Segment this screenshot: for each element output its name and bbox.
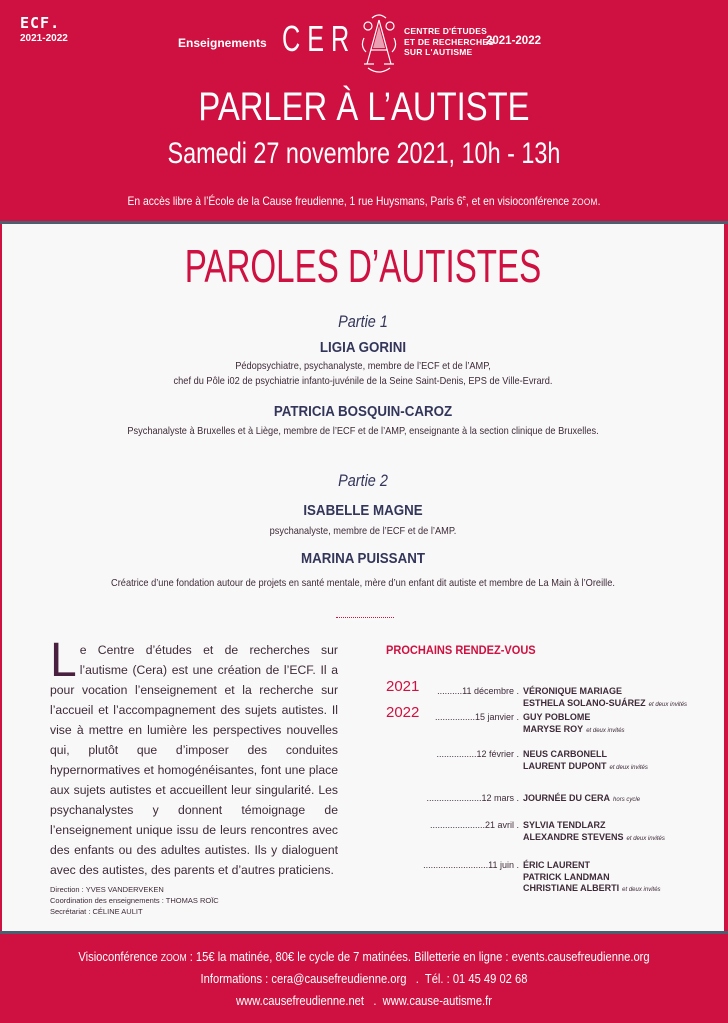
rdv-speakers <box>523 686 687 711</box>
access-text: . <box>597 194 601 208</box>
access-sup: e <box>462 195 466 202</box>
rdv-speaker <box>523 832 665 846</box>
footer <box>0 934 728 1023</box>
upcoming-title: PROCHAINS RENDEZ-VOUS <box>386 643 536 657</box>
access-text: , et en visioconférence <box>465 194 573 208</box>
cera-sub-line: SUR L'AUTISME <box>404 47 473 57</box>
part-label: Partie 2 <box>338 471 388 490</box>
speaker-desc: Créatrice d’une fondation autour de projets en santé mentale, mère d’un enfant dit autiste et membre de La Main à l’Oreille. <box>111 577 615 589</box>
rdv-note: hors cycle <box>613 797 641 803</box>
credit-line: Secrétariat : CÉLINE AULIT <box>50 907 143 916</box>
rdv-note: et deux invités <box>648 701 688 708</box>
footer-text: Visioconférence <box>78 949 161 964</box>
program-title: PAROLES D’AUTISTES <box>184 240 542 292</box>
rdv-speakers <box>523 793 640 807</box>
year-label: 2021 <box>386 678 420 695</box>
rdv-date: ......................21 avril . <box>429 820 519 830</box>
speaker-name: VÉRONIQUE MARIAGE <box>523 686 623 696</box>
rdv-speaker <box>523 860 661 872</box>
footer-websites: www.causefreudienne.net . www.cause-autisme.fr <box>235 993 493 1008</box>
rdv-speakers <box>523 860 661 897</box>
rdv-speaker <box>523 820 665 832</box>
content-panel <box>2 224 724 931</box>
credit-line: Direction : YVES VANDERVEKEN <box>50 885 164 894</box>
speaker-desc: Psychanalyste à Bruxelles et à Liège, membre de l’ECF et de l’AMP, enseignante à la section clinique de Bruxelles. <box>127 425 599 437</box>
rdv-date: ..........11 décembre . <box>437 686 519 696</box>
footer-text: : 15€ la matinée, 80€ le cycle de 7 matinées. Billetterie en ligne : events.causefreudienne.org <box>186 949 650 964</box>
part-label: Partie 1 <box>338 312 388 331</box>
speaker-name: NEUS CARBONELL <box>523 749 608 759</box>
speaker-desc: Pédopsychiatre, psychanalyste, membre de l’ECF et de l’AMP, <box>235 360 491 372</box>
rdv-speaker <box>523 686 687 698</box>
cera-wordmark: CER <box>282 18 357 59</box>
speaker-name: MARINA PUISSANT <box>300 551 426 567</box>
speaker-name: SYLVIA TENDLARZ <box>523 820 606 830</box>
rdv-speaker <box>523 872 661 884</box>
speaker-desc: psychanalyste, membre de l’ECF et de l’AMP. <box>269 525 457 537</box>
enseignements-label: Enseignements <box>178 36 267 50</box>
rdv-speaker <box>523 712 625 724</box>
speaker-name: ALEXANDRE STEVENS <box>523 831 624 842</box>
zoom-label: ZOOM <box>160 953 187 964</box>
rdv-note: et deux invités <box>626 835 665 842</box>
speaker-name: LIGIA GORINI <box>319 340 407 356</box>
rdv-speaker <box>523 749 648 761</box>
cera-sub-line: CENTRE D'ÉTUDES <box>404 26 487 36</box>
ecf-logo <box>20 16 68 44</box>
speaker-name: JOURNÉE DU CERA <box>523 793 611 803</box>
speaker-name: GUY POBLOME <box>523 712 591 722</box>
about-paragraph <box>50 634 338 880</box>
footer-pricing <box>51 949 677 964</box>
speaker-name: PATRICK LANDMAN <box>523 871 610 882</box>
year-label: 2022 <box>386 704 420 721</box>
rdv-speaker <box>523 698 687 712</box>
rdv-speaker <box>523 793 640 807</box>
rdv-speakers <box>523 749 648 774</box>
zoom-label: ZOOM <box>572 197 598 208</box>
rdv-note: et deux invités <box>586 727 625 734</box>
ecf-year: 2021-2022 <box>20 33 68 44</box>
header-banner <box>0 0 728 221</box>
speaker-desc: chef du Pôle i02 de psychiatrie infanto-juvénile de la Seine Saint-Denis, EPS de Ville-Evrard. <box>173 375 553 387</box>
ecf-mark: ECF. <box>20 14 61 32</box>
dotted-separator <box>336 617 394 618</box>
speaker-name: MARYSE ROY <box>523 723 584 734</box>
rdv-date: ..........................11 juin . <box>423 860 519 870</box>
season-year: 2021-2022 <box>486 35 541 47</box>
rdv-speakers <box>523 712 625 737</box>
rdv-speaker <box>523 761 648 775</box>
about-text: e Centre d’études et de recherches sur l’autisme (Cera) est une création de l’ECF. Il a pour vocation l’enseignement et la recherche sur l’accueil et l’accompagnement des sujets autistes. Il vise à mettre en lumière les perspectives nouvelles qui, plutôt que d’imposer des conduites hypernormatives et homogénéisantes, font une place aux sujets autistes et accueillent leur singularité. Les psychanalystes y donnent témoignage de l’enseignement unique issu de leurs rencontres avec des enfants ou des adultes autistes. Ils y dialoguent avec des autistes, des parents et d’autres praticiens. <box>50 643 338 877</box>
rdv-date: ......................12 mars . <box>426 793 519 803</box>
rdv-date: ................15 janvier . <box>434 712 519 722</box>
speaker-name: LAURENT DUPONT <box>523 760 607 771</box>
cera-ornament-a-icon <box>360 14 398 76</box>
access-text: En accès libre à l’École de la Cause freudienne, 1 rue Huysmans, Paris 6 <box>127 194 463 208</box>
rdv-note: et deux invités <box>609 764 648 771</box>
speaker-name: ESTHELA SOLANO-SUÁREZ <box>523 697 646 708</box>
footer-contact: Informations : cera@causefreudienne.org . Tél. : 01 45 49 02 68 <box>200 971 528 986</box>
event-date: Samedi 27 novembre 2021, 10h - 13h <box>167 137 561 170</box>
speaker-name: ÉRIC LAURENT <box>523 860 590 870</box>
credit-line: Coordination des enseignements : THOMAS ROÏC <box>50 896 219 905</box>
rdv-speakers <box>523 820 665 845</box>
drop-cap: L <box>50 634 77 687</box>
rdv-note: et deux invités <box>622 887 661 893</box>
speaker-name: ISABELLE MAGNE <box>303 503 423 519</box>
rdv-speaker <box>523 724 625 738</box>
cera-subtitle <box>404 26 494 58</box>
speaker-name: PATRICIA BOSQUIN-CAROZ <box>273 404 453 420</box>
credits <box>50 884 219 917</box>
cera-sub-line: ET DE RECHERCHES <box>404 36 495 47</box>
access-info <box>51 194 677 208</box>
page-title: PARLER À L’AUTISTE <box>198 85 530 129</box>
speaker-name: CHRISTIANE ALBERTI <box>523 883 620 893</box>
rdv-date: ................12 février . <box>436 749 519 759</box>
rdv-speaker <box>523 883 661 897</box>
